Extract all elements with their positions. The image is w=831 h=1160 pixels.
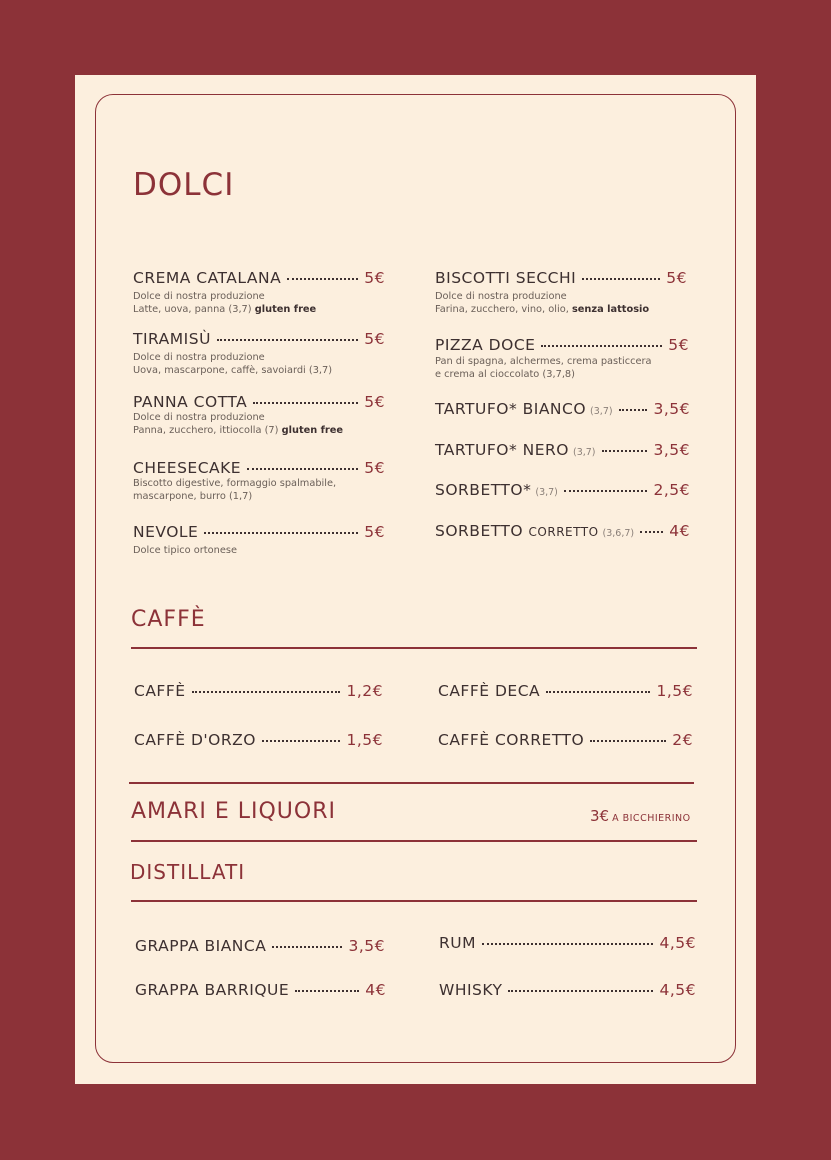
dot-leader [253,402,358,404]
section-divider [131,840,697,842]
item-name: RUM [439,934,476,952]
menu-item-tiramisu [133,330,385,377]
dot-leader [590,740,666,742]
amari-title: AMARI E LIQUORI [131,799,336,824]
menu-item-cheesecake [133,459,385,503]
dot-leader [204,532,358,534]
menu-item-caffe-deca [438,682,693,700]
item-description: Dolce di nostra produzione Latte, uova, panna (3,7) gluten free [133,291,317,315]
item-name: NEVOLE [133,523,199,541]
item-price: 4,5€ [659,981,696,999]
item-description: Dolce di nostra produzione Uova, mascarpone, caffè, savoiardi (3,7) [133,352,333,376]
item-price: 5€ [668,336,689,354]
dot-leader [602,450,648,452]
dot-leader [619,409,648,411]
item-price: 1,2€ [346,682,383,700]
dot-leader [582,278,660,280]
item-price: 5€ [364,459,385,477]
menu-item-crema-catalana [133,269,385,316]
menu-item-sorbetto [435,481,690,499]
item-price: 5€ [364,523,385,541]
item-price: 1,5€ [346,731,383,749]
item-description: Dolce di nostra produzione Farina, zucchero, vino, olio, senza lattosio [435,291,650,315]
menu-item-caffe [134,682,383,700]
item-description: Dolce tipico ortonese [133,545,238,556]
menu-item-grappa-barrique [135,981,386,999]
item-name: PIZZA DOCE [435,336,536,354]
item-price: 5€ [666,269,687,287]
dot-leader [272,946,342,948]
dot-leader [217,339,358,341]
menu-item-panna-cotta [133,393,385,437]
item-price: 4€ [669,522,690,540]
menu-item-rum [439,934,696,952]
item-name: WHISKY [439,981,503,999]
distillati-title: DISTILLATI [130,860,246,884]
menu-item-whisky [439,981,696,999]
item-price: 5€ [364,269,385,287]
dot-leader [192,691,341,693]
menu-item-biscotti-secchi [435,269,687,316]
item-price: 2,5€ [653,481,690,499]
item-name: GRAPPA BIANCA [135,937,267,955]
dot-leader [482,943,653,945]
item-price: 3,5€ [653,400,690,418]
item-name: CREMA CATALANA [133,269,282,287]
section-divider [131,900,697,902]
amari-price: 3€ A BICCHIERINO [590,807,691,825]
item-name: TARTUFO* BIANCO (3,7) [435,400,613,418]
item-price: 3,5€ [653,441,690,459]
menu-item-caffe-orzo [134,731,383,749]
item-name: TIRAMISÙ [133,330,211,348]
item-name: CAFFÈ [134,682,186,700]
dot-leader [640,531,663,533]
item-name: TARTUFO* NERO (3,7) [435,441,596,459]
item-price: 3,5€ [348,937,385,955]
item-price: 2€ [672,731,693,749]
item-description: Pan di spagna, alchermes, crema pasticcera e crema al cioccolato (3,7,8) [435,356,652,380]
dolci-title: DOLCI [133,167,235,203]
dot-leader [247,468,358,470]
item-name: CAFFÈ CORRETTO [438,731,585,749]
caffe-title: CAFFÈ [131,607,206,632]
menu-item-tartufo-bianco [435,400,690,418]
dot-leader [541,345,662,347]
item-description: Biscotto digestive, formaggio spalmabile, mascarpone, burro (1,7) [133,478,337,502]
menu-item-grappa-bianca [135,937,385,955]
dot-leader [287,278,358,280]
item-price: 4,5€ [659,934,696,952]
item-name: PANNA COTTA [133,393,248,411]
dot-leader [508,990,653,992]
item-name: CAFFÈ DECA [438,682,541,700]
dot-leader [564,490,648,492]
item-price: 5€ [364,330,385,348]
item-price: 4€ [365,981,386,999]
item-name: SORBETTO CORRETTO (3,6,7) [435,522,635,540]
menu-item-nevole [133,523,385,558]
menu-item-sorbetto-corretto [435,522,690,540]
menu-item-caffe-corretto [438,731,693,749]
item-price: 5€ [364,393,385,411]
item-name: BISCOTTI SECCHI [435,269,577,287]
item-name: CAFFÈ D'ORZO [134,731,256,749]
menu-page [75,75,756,1084]
menu-item-tartufo-nero [435,441,690,459]
item-name: CHEESECAKE [133,459,242,477]
menu-frame [95,94,736,1063]
item-description: Dolce di nostra produzione Panna, zucchero, ittiocolla (7) gluten free [133,412,344,436]
item-name: SORBETTO* (3,7) [435,481,558,499]
dot-leader [295,990,359,992]
dot-leader [262,740,341,742]
dot-leader [546,691,650,693]
menu-item-pizza-doce [435,336,689,381]
item-price: 1,5€ [656,682,693,700]
item-name: GRAPPA BARRIQUE [135,981,290,999]
section-divider [129,782,694,784]
section-divider [131,647,697,649]
